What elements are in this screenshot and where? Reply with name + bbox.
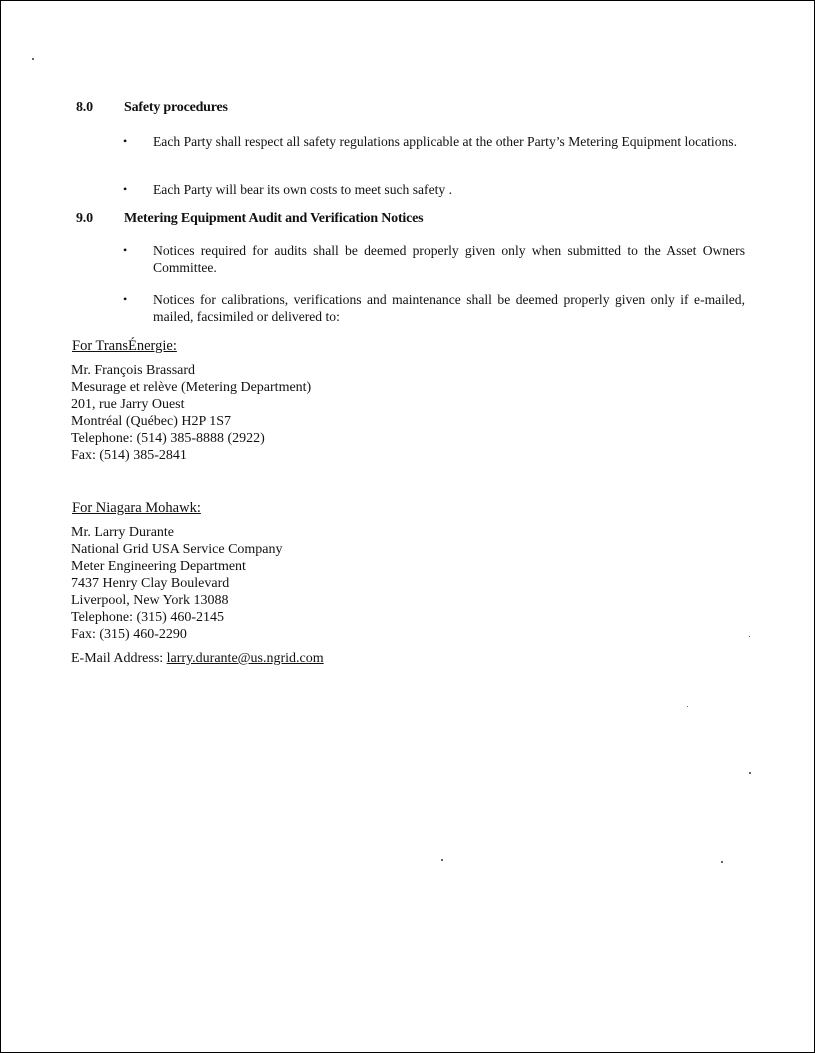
bullet-icon: •: [123, 182, 128, 196]
section-9-number: 9.0: [76, 211, 93, 226]
contact-fax: Fax: (315) 460-2290: [71, 627, 187, 642]
section-9-heading: [76, 211, 423, 227]
scan-speck: [749, 772, 751, 774]
contact-city: Montréal (Québec) H2P 1S7: [71, 414, 232, 429]
contact-telephone: Telephone: (315) 460-2145: [71, 610, 224, 625]
section-9-bullet-1-text: Notices required for audits shall be deemed properly given only when submitted to the Asset Owners Committee.: [153, 243, 745, 275]
section-8-bullet-1-text: Each Party shall respect all safety regulations applicable at the other Party’s Metering Equipment locations.: [153, 134, 737, 149]
scan-speck: [721, 861, 723, 863]
transenergie-address: [71, 362, 311, 464]
bullet-icon: •: [123, 243, 128, 257]
contact-name: Mr. Larry Durante: [71, 525, 175, 540]
email-link[interactable]: larry.durante@us.ngrid.com: [166, 651, 324, 666]
contact-street: 201, rue Jarry Ouest: [71, 397, 185, 412]
email-label: E-Mail Address:: [71, 651, 167, 666]
section-8-bullet-2-text: Each Party will bear its own costs to meet such safety .: [153, 182, 452, 197]
niagara-address: [71, 524, 283, 643]
section-8-bullet-2: [123, 181, 745, 198]
niagara-heading: For Niagara Mohawk:: [72, 500, 201, 516]
scan-speck: [32, 58, 34, 60]
section-8-bullet-1: [123, 133, 745, 150]
contact-department: Meter Engineering Department: [71, 559, 246, 574]
section-9-bullet-2: [123, 291, 745, 325]
contact-city: Liverpool, New York 13088: [71, 593, 229, 608]
section-8-number: 8.0: [76, 100, 93, 115]
section-8-heading: [76, 100, 228, 116]
section-9-bullet-1: [123, 242, 745, 276]
niagara-email-line: [71, 651, 324, 667]
scan-speck: [441, 859, 443, 861]
section-8-title: Safety procedures: [124, 100, 228, 115]
contact-street: 7437 Henry Clay Boulevard: [71, 576, 230, 591]
bullet-icon: •: [123, 292, 128, 306]
contact-telephone: Telephone: (514) 385-8888 (2922): [71, 431, 265, 446]
contact-department: Mesurage et relève (Metering Department): [71, 380, 312, 395]
contact-name: Mr. François Brassard: [71, 363, 196, 378]
scan-speck: [687, 706, 688, 707]
transenergie-heading: For TransÉnergie:: [72, 338, 177, 354]
scan-speck: [749, 636, 750, 637]
section-9-bullet-2-text: Notices for calibrations, verifications and maintenance shall be deemed properly given only if e-mailed, mailed, facsimiled or delivered to:: [153, 292, 745, 324]
bullet-icon: •: [123, 134, 128, 148]
contact-company: National Grid USA Service Company: [71, 542, 283, 557]
section-9-title: Metering Equipment Audit and Verification Notices: [124, 211, 424, 226]
contact-fax: Fax: (514) 385-2841: [71, 448, 187, 463]
